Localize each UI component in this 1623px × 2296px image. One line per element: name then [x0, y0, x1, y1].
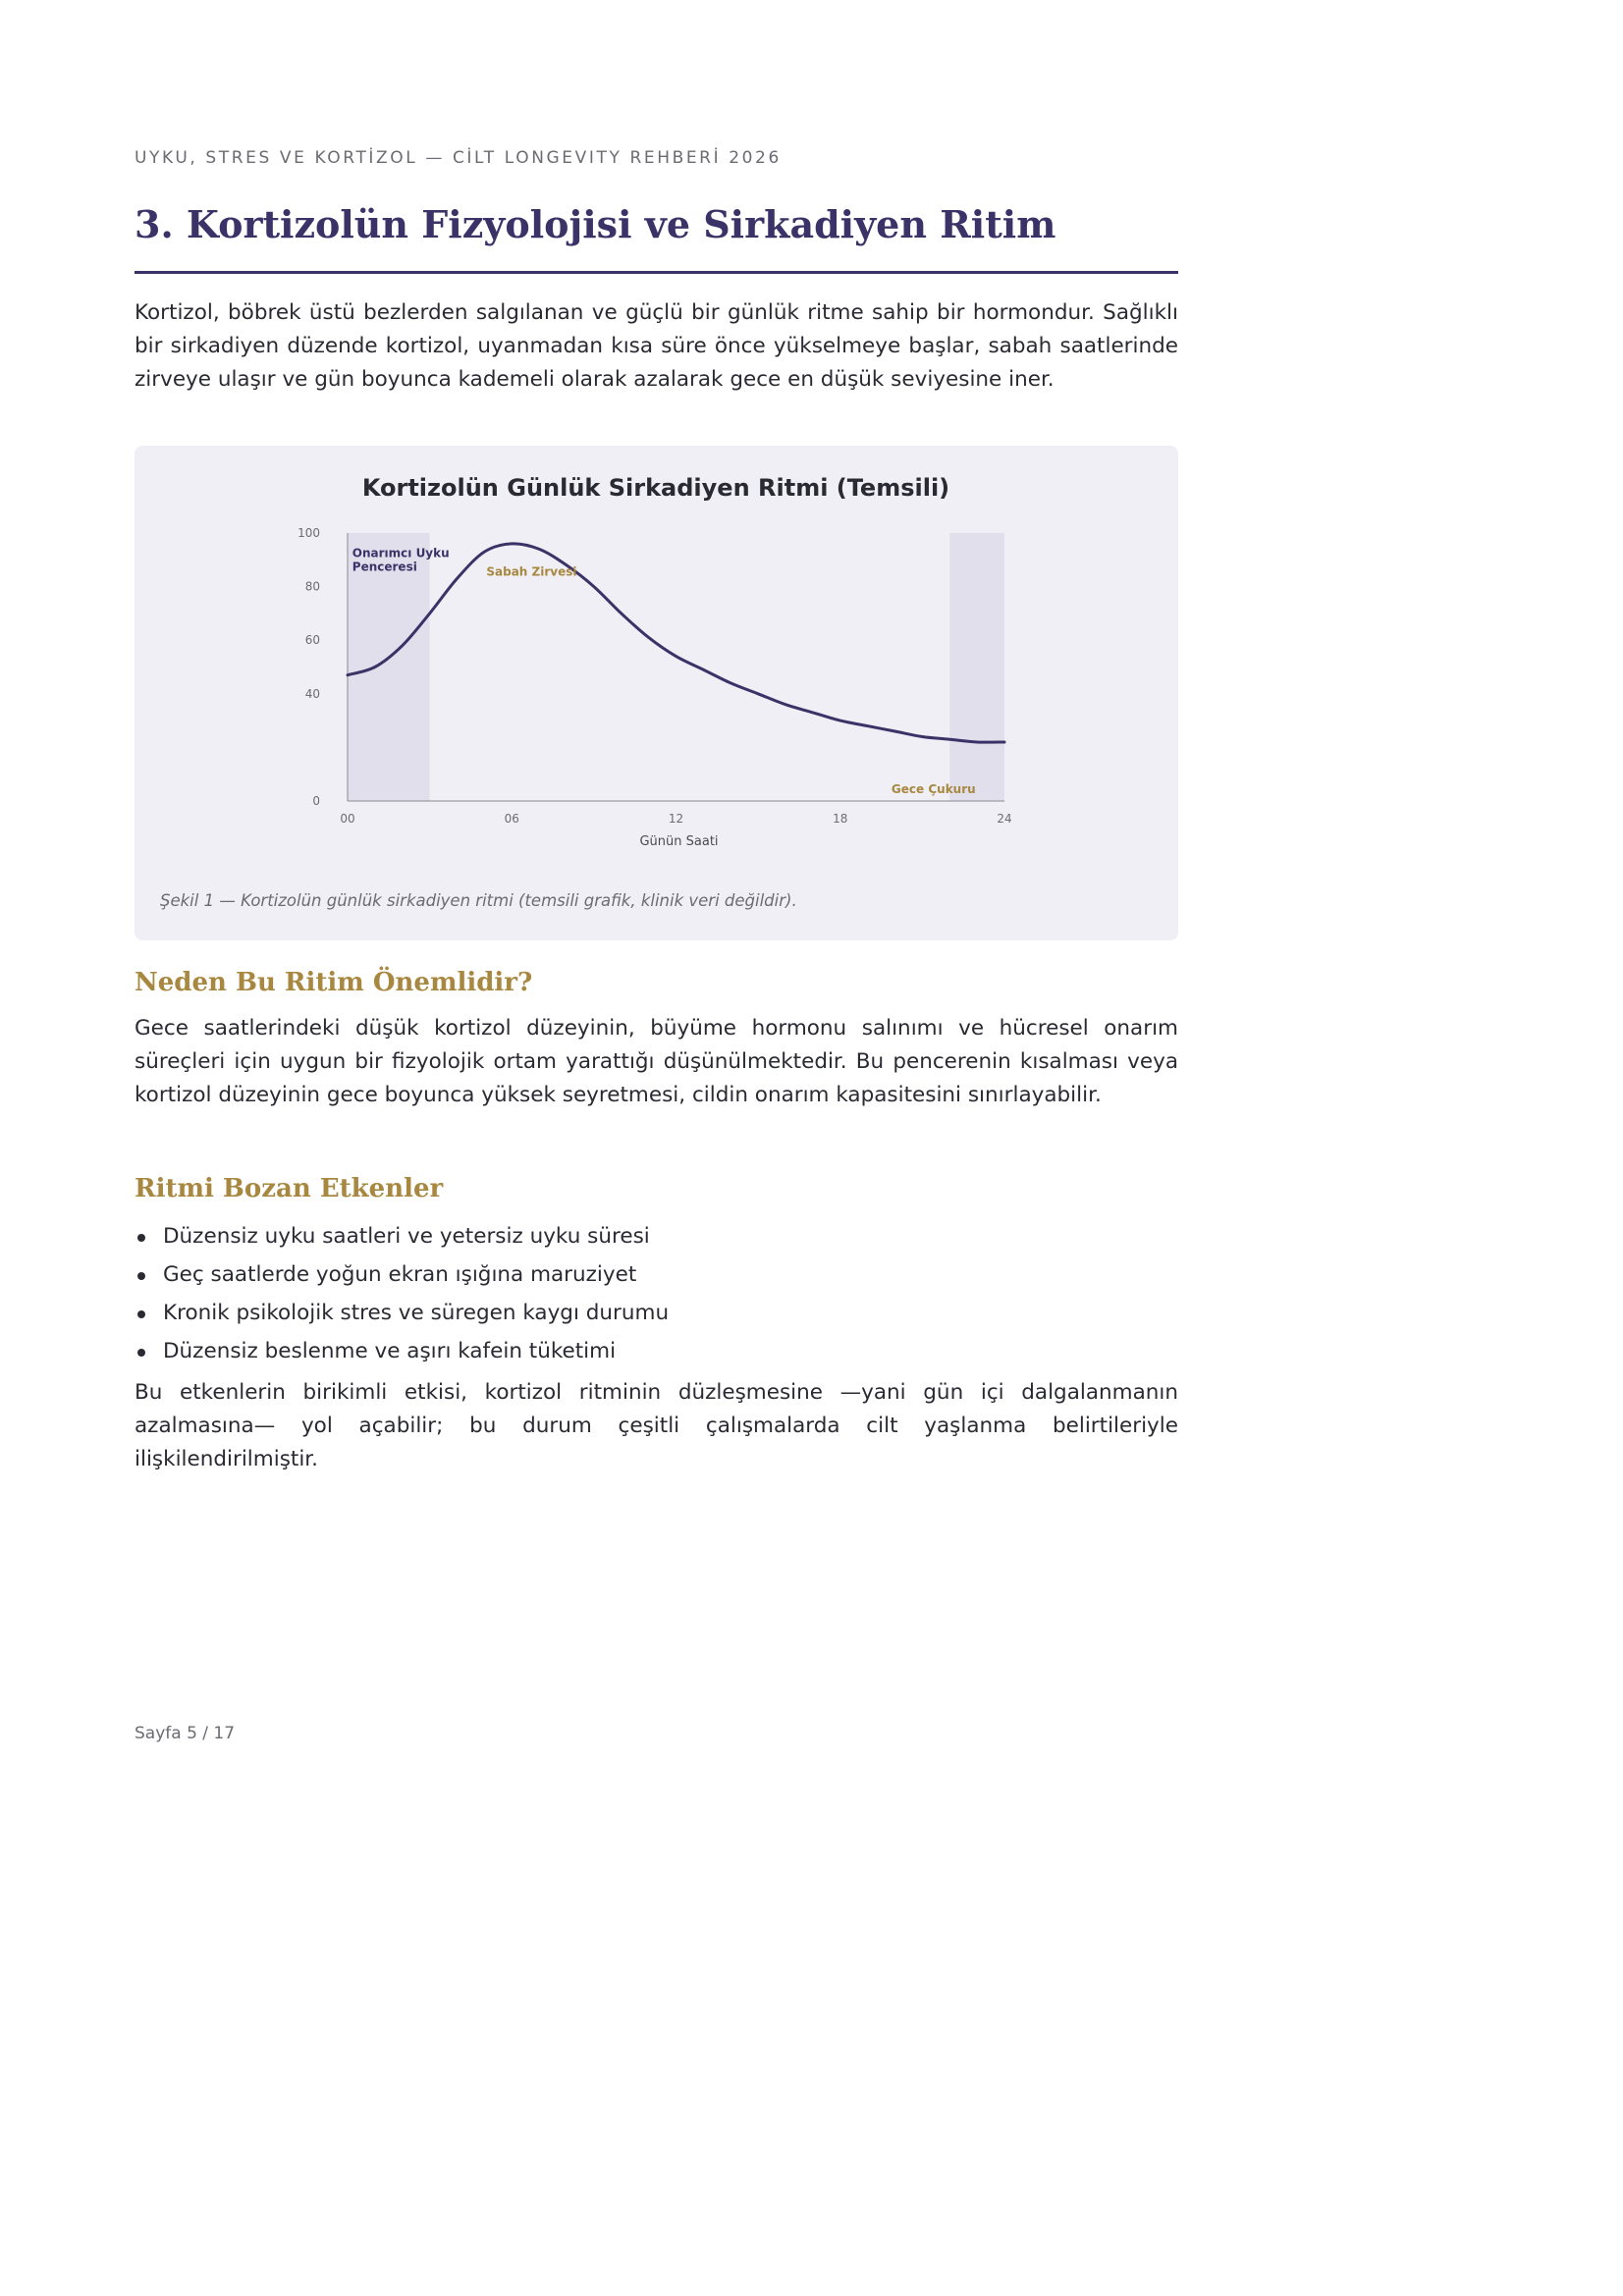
y-tick-label: 60	[304, 633, 320, 648]
cortisol-chart	[135, 446, 1178, 858]
x-tick-label: 18	[833, 812, 848, 826]
x-tick-label: 00	[340, 812, 355, 826]
chart-annotation: Gece Çukuru	[891, 781, 976, 796]
x-tick-label: 24	[997, 812, 1012, 826]
chart-annotation: Onarımcı Uyku Penceresi	[352, 546, 450, 574]
rhythm-importance-paragraph: Gece saatlerindeki düşük kortizol düzeyinin, büyüme hormonu salınımı ve hücresel onarım süreçleri için uygun bir fizyolojik ortam yarattığı düşünülmektedir. Bu pencerenin kısalması veya kortizol düzeyinin gece boyunca yüksek seyretmesi, cildin onarım kapasitesini sınırlayabilir.	[135, 1016, 1178, 1107]
y-tick-label: 0	[312, 794, 320, 808]
list-item: Geç saatlerde yoğun ekran ışığına maruziyet	[135, 1255, 669, 1294]
figure-caption: Şekil 1 — Kortizolün günlük sirkadiyen ritmi (temsili grafik, klinik veri değildir).	[160, 891, 797, 910]
series-line	[348, 544, 1004, 742]
title-rule	[135, 271, 1178, 274]
list-item: Düzensiz uyku saatleri ve yetersiz uyku süresi	[135, 1217, 669, 1255]
y-tick-label: 80	[304, 579, 320, 594]
chart-title: Kortizolün Günlük Sirkadiyen Ritmi (Temsili)	[361, 474, 950, 502]
list-item: Düzensiz beslenme ve aşırı kafein tüketimi	[135, 1332, 669, 1370]
conclusion-paragraph: Bu etkenlerin birikimli etkisi, kortizol ritminin düzleşmesine —yani gün içi dalgalanmanın azalmasına— yol açabilir; bu durum çeşitli çalışmalarda cilt yaşlanma belirtileriyle ilişkilendirilmiştir.	[135, 1380, 1178, 1471]
disruptor-list	[135, 1217, 669, 1370]
y-tick-label: 40	[304, 686, 320, 701]
subsection-title-rhythm-importance: Neden Bu Ritim Önemlidir?	[135, 968, 533, 997]
page-number: Sayfa 5 / 17	[135, 1724, 236, 1743]
running-header: UYKU, STRES VE KORTİZOL — CİLT LONGEVITY REHBERİ 2026	[135, 148, 782, 168]
x-tick-label: 12	[668, 812, 684, 826]
subsection-title-disruptors: Ritmi Bozan Etkenler	[135, 1174, 444, 1203]
x-axis-label: Günün Saati	[639, 834, 719, 849]
figure-box	[135, 446, 1178, 940]
shaded-region	[949, 533, 1004, 801]
intro-paragraph: Kortizol, böbrek üstü bezlerden salgılanan ve güçlü bir günlük ritme sahip bir hormondur. Sağlıklı bir sirkadiyen düzende kortizol, uyanmadan kısa süre önce yükselmeye başlar, sabah saatlerinde zirveye ulaşır ve gün boyunca kademeli olarak azalarak gece en düşük seviyesine iner.	[135, 300, 1178, 392]
x-tick-label: 06	[504, 812, 519, 826]
chart-annotation: Sabah Zirvesi	[486, 564, 577, 579]
section-title: 3. Kortizolün Fizyolojisi ve Sirkadiyen Ritim	[135, 202, 1056, 246]
list-item: Kronik psikolojik stres ve süregen kaygı durumu	[135, 1294, 669, 1332]
y-tick-label: 100	[298, 526, 320, 540]
